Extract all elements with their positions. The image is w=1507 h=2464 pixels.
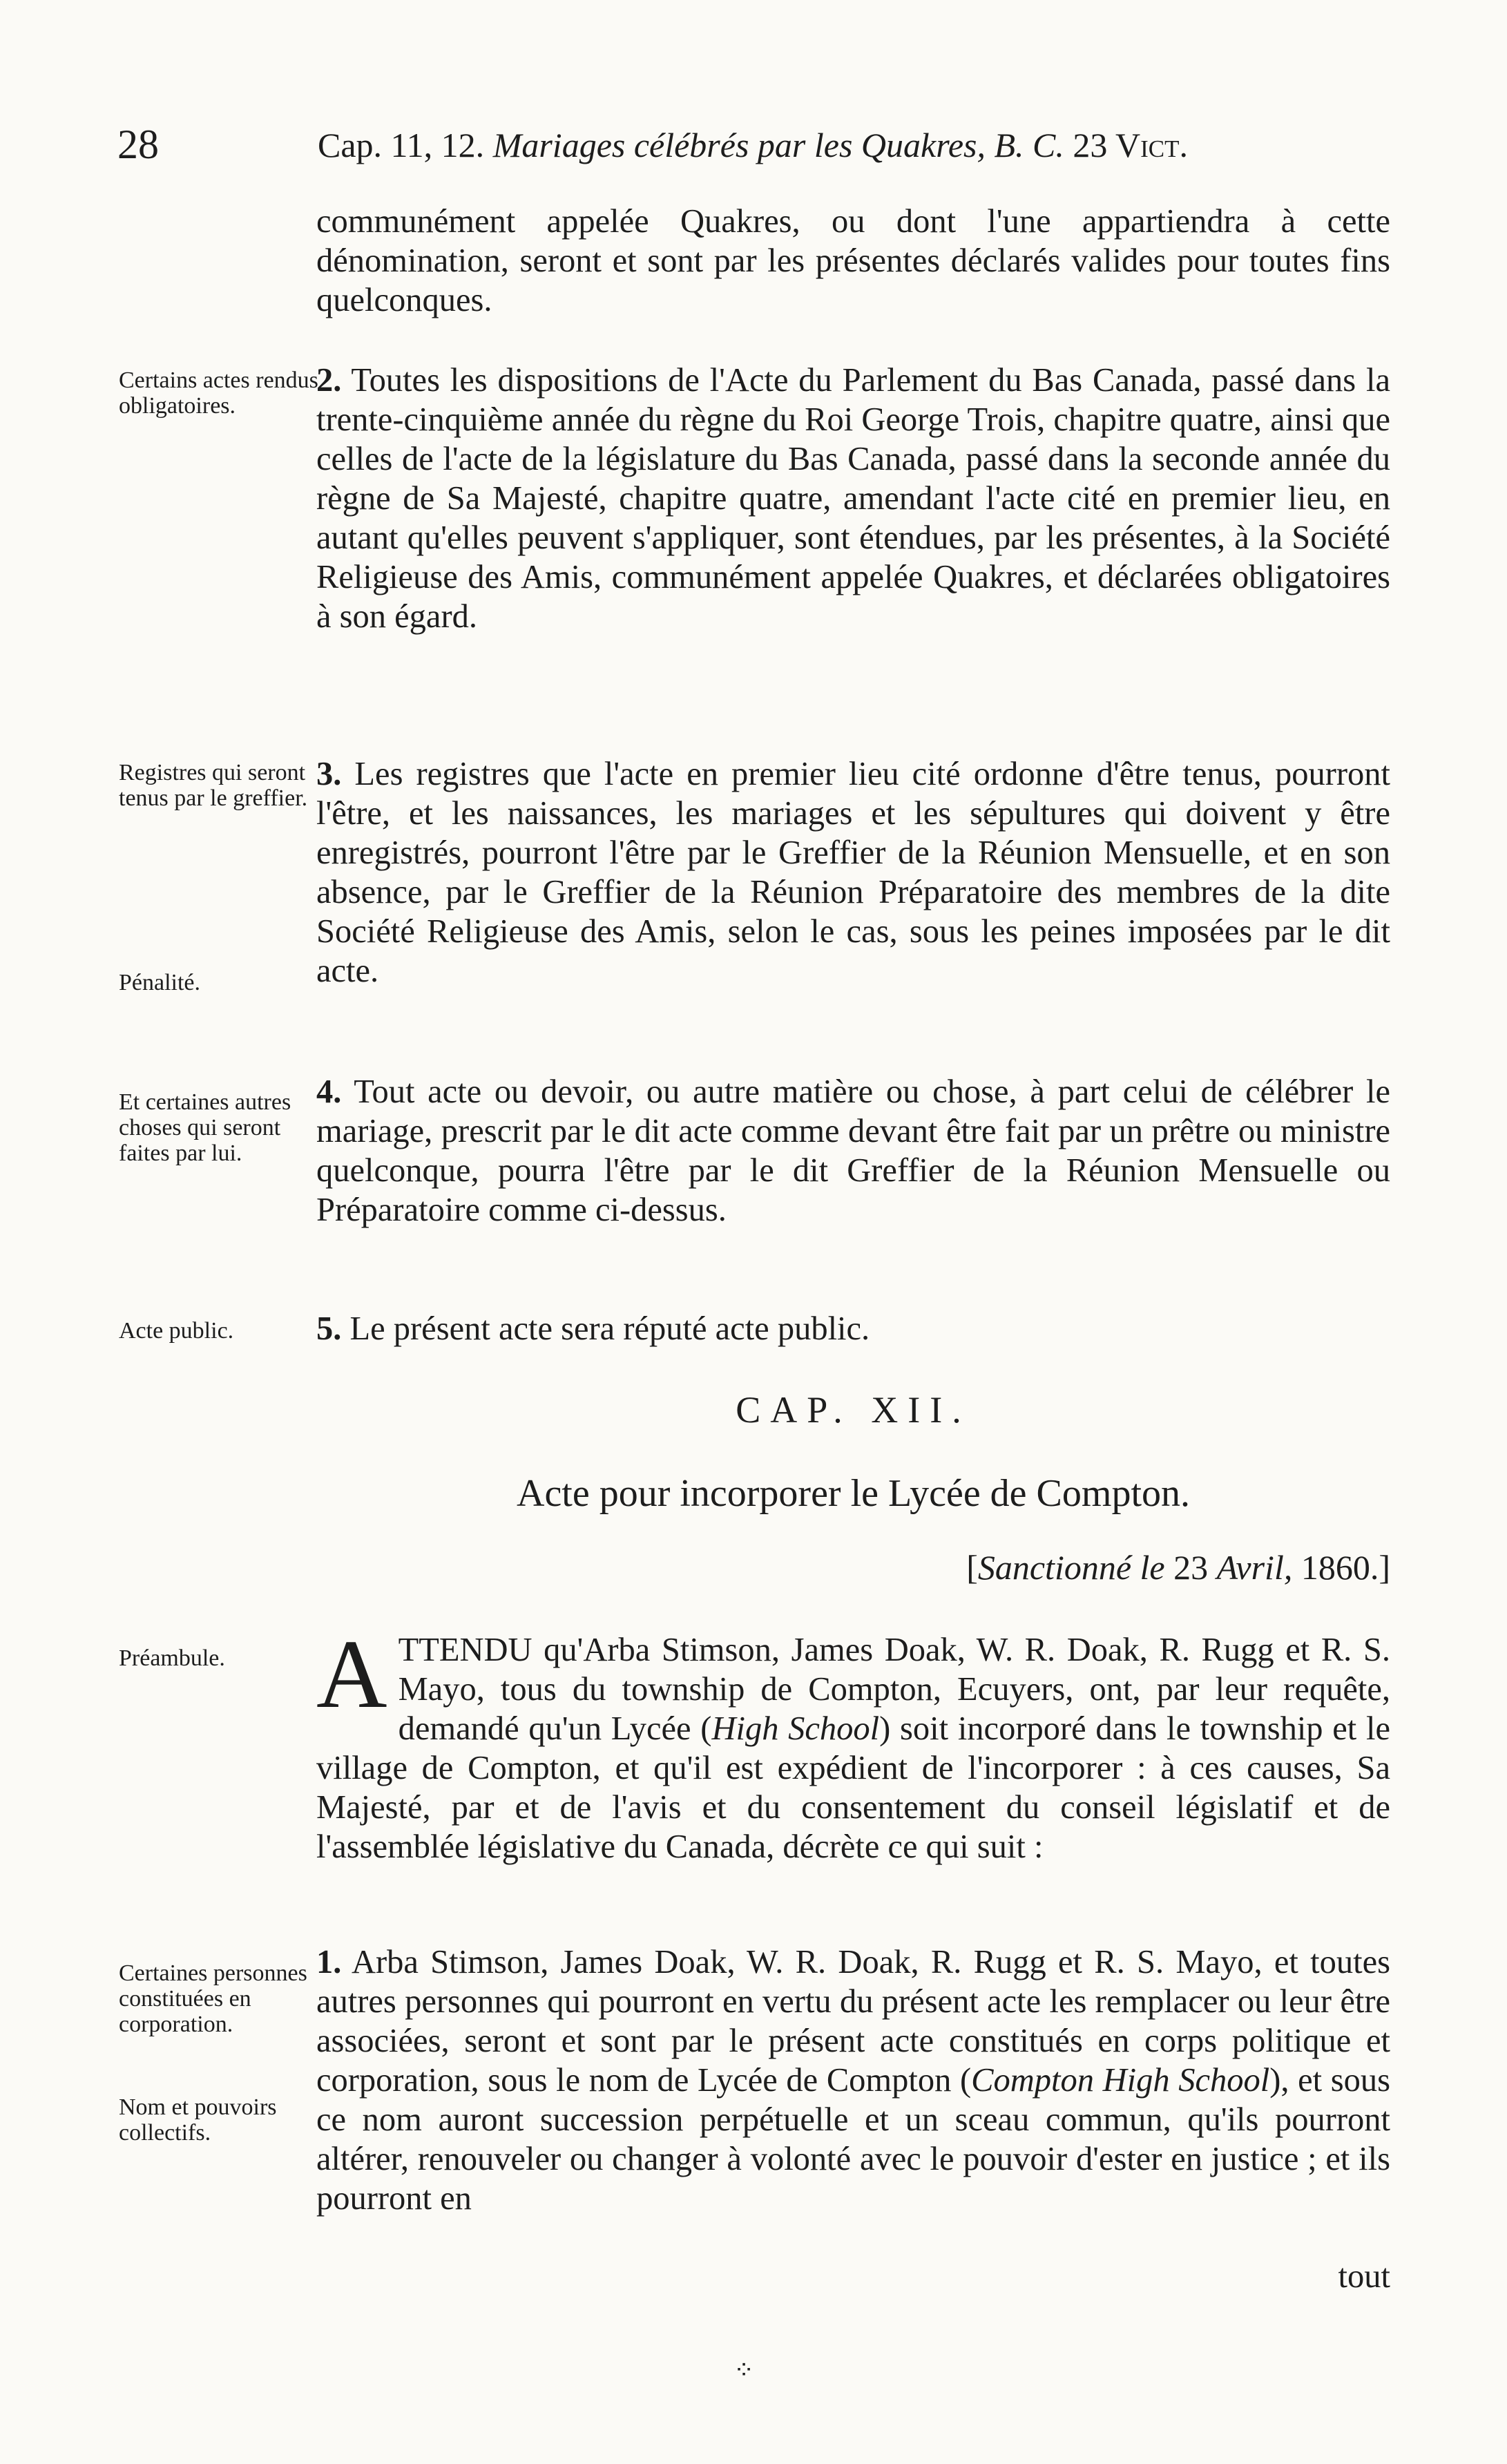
regnal-year: 23 Vict. (1073, 126, 1188, 164)
section-3: 3. Les registres que l'acte en premier lieu cité ordonne d'être tenus, pourront l'être, et les naissances, les mariages et les sépultures qui doivent y être enregistrés, pourront l'être par le Greffier de la Réunion Mensuelle, et en son absence, par le Greffier de la Réunion Préparatoire des membres de la dite Société Religieuse des Amis, selon le cas, sous les peines imposées par le dit acte. (316, 756, 1390, 989)
running-title (318, 125, 1188, 165)
preamble: A TTENDU qu'Arba Stimson, James Doak, W. R. Doak, R. Rugg et R. S. Mayo, tous du township de Compton, Ecuyers, ont, par leur requête, demandé qu'un Lycée (High School) soit incorporé dans le township et le village de Compton, et qu'il est expédient de l'incorporer : à ces causes, Sa Majesté, par et de l'avis et du consentement du conseil législatif et de l'assemblée législative du Canada, décrète ce qui suit : (316, 1619, 1390, 1865)
page-number: 28 (117, 122, 159, 167)
act-title: Acte pour incorporer le Lycée de Compton. (517, 1472, 1190, 1515)
section-number: 3. (316, 756, 342, 792)
margin-note: Certains actes rendus obligatoires. (119, 367, 318, 419)
margin-note: Nom et pouvoirs collectifs. (119, 2094, 277, 2146)
margin-note: Et certaines autres choses qui seront faites par lui. (119, 1089, 291, 1166)
section-4: 4. Tout acte ou devoir, ou autre matière ou chose, à part celui de célébrer le mariage, prescrit par le dit acte comme devant être fait par un prêtre ou ministre quelconque, pourra l'être par le dit Greffier de la Réunion Mensuelle ou Préparatoire comme ci-dessus. (316, 1073, 1390, 1228)
section-number: 2. (316, 362, 342, 399)
section-1: 1. Arba Stimson, James Doak, W. R. Doak, R. Rugg et R. S. Mayo, et toutes autres personnes qui pourront en vertu du présent acte les remplacer ou leur être associées, seront et sont par le présent acte constitués en corps politique et corporation, sous le nom de Lycée de Compton (Compton High School), et sous ce nom auront succession perpétuelle et un sceau commun, qu'ils pourront altérer, renouveler ou changer à volonté avec le pouvoir d'ester en justice ; et ils pourront en (316, 1944, 1390, 2217)
header-title: Mariages célébrés par les Quakres, B. C. (492, 126, 1064, 164)
sanction-date: [Sanctionné le 23 Avril, 1860.] (966, 1548, 1390, 1587)
drop-cap: A (316, 1619, 387, 1728)
section-2: 2. Toutes les dispositions de l'Acte du Parlement du Bas Canada, passé dans la trente-cinquième année du règne du Roi George Trois, chapitre quatre, ainsi que celles de l'acte de la législature du Bas Canada, passé dans la seconde année du règne de Sa Majesté, chapitre quatre, amendant l'acte cité en premier lieu, en autant qu'elles peuvent s'appliquer, sont étendues, par les présentes, à la Société Religieuse des Amis, communément appelée Quakres, et déclarées obligatoires à son égard. (316, 362, 1391, 635)
section-number: 4. (316, 1073, 342, 1110)
section-5: 5. Le présent acte sera réputé acte public. (316, 1310, 870, 1347)
section-number: 5. (316, 1310, 342, 1347)
section-number: 1. (316, 1944, 342, 1980)
chapter-reference: Cap. 11, 12. (318, 126, 485, 164)
margin-note: Préambule. (119, 1645, 225, 1671)
catchword: tout (1338, 2258, 1390, 2295)
chapter-heading: CAP. XII. (736, 1389, 971, 1431)
margin-note: Acte public. (119, 1318, 234, 1344)
margin-note: Pénalité. (119, 970, 201, 995)
continued-paragraph: communément appelée Quakres, ou dont l'une appartiendra à cette dénomination, seront et sont par les présentes déclarés valides pour toutes fins quelconques. (316, 203, 1390, 318)
margin-note: Certaines personnes constituées en corporation. (119, 1960, 307, 2037)
running-header (117, 121, 1388, 176)
printer-mark: ⁘ (733, 2356, 755, 2384)
margin-note: Registres qui seront tenus par le greffier. (119, 760, 308, 811)
